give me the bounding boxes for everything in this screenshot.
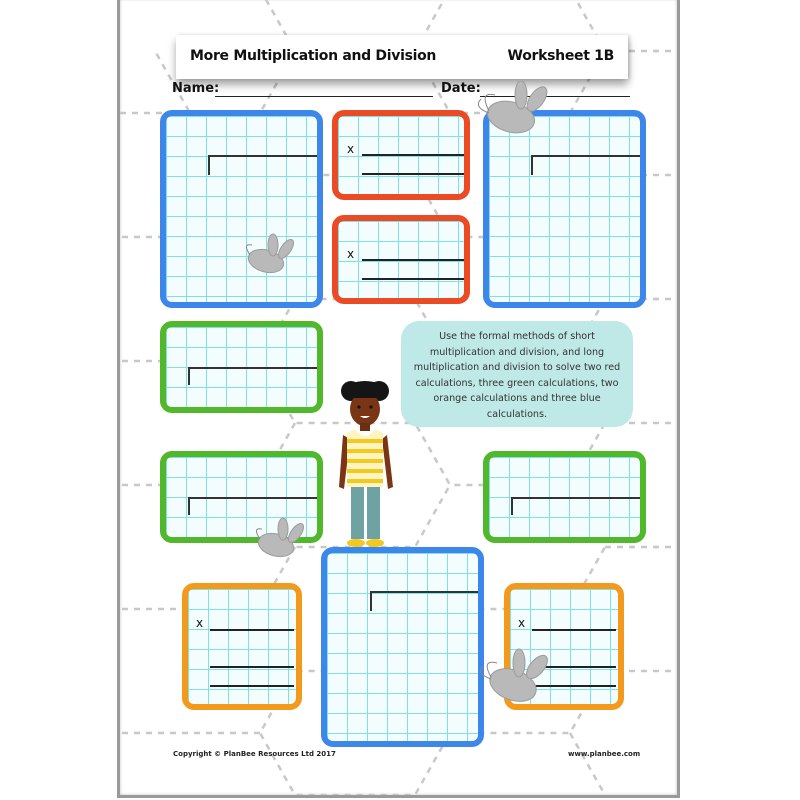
answer-line — [362, 173, 468, 175]
division-bracket-side — [188, 497, 190, 515]
answer-line — [362, 278, 468, 280]
multiply-sign: x — [518, 616, 526, 630]
division-bracket-top — [531, 155, 646, 157]
blue-calculation-box-1[interactable] — [160, 110, 323, 308]
date-label: Date: — [441, 81, 481, 96]
multiply-sign: x — [196, 616, 204, 630]
division-bracket-side — [511, 497, 513, 515]
worksheet-page — [117, 0, 680, 798]
division-bracket-side — [531, 155, 533, 175]
red-calculation-box-2[interactable] — [332, 215, 470, 304]
red-calculation-box-1[interactable] — [332, 110, 470, 200]
division-bracket-top — [511, 497, 646, 499]
name-field[interactable] — [215, 96, 433, 97]
worksheet-title: More Multiplication and Division — [190, 48, 437, 64]
instructions-text: Use the formal methods of short multiplication and division, and long multiplication and division to solve two red calculations, three green calculations, two orange calculations and three blue calculations. — [413, 331, 621, 420]
website-url: www.planbee.com — [568, 750, 641, 758]
division-bracket-top — [370, 591, 484, 593]
division-bracket-side — [208, 155, 210, 175]
green-calculation-box-2[interactable] — [160, 451, 323, 543]
answer-line — [362, 259, 468, 261]
name-label: Name: — [172, 81, 220, 96]
multiply-sign: x — [347, 247, 355, 261]
division-bracket-top — [188, 497, 323, 499]
division-bracket-top — [208, 155, 323, 157]
answer-line — [210, 685, 294, 687]
division-bracket-side — [188, 367, 190, 385]
division-bracket-top — [188, 367, 323, 369]
answer-line — [532, 629, 616, 631]
answer-line — [210, 666, 294, 668]
answer-line — [532, 666, 616, 668]
answer-line — [362, 154, 468, 156]
green-calculation-box-3[interactable] — [483, 451, 646, 543]
answer-line — [210, 629, 294, 631]
instructions-speech-bubble — [401, 321, 633, 427]
blue-calculation-box-3[interactable] — [321, 547, 484, 747]
blue-calculation-box-2[interactable] — [483, 110, 646, 308]
multiply-sign: x — [347, 142, 355, 156]
answer-line — [532, 685, 616, 687]
copyright-text: Copyright © PlanBee Resources Ltd 2017 — [173, 750, 336, 758]
title-banner — [176, 35, 628, 79]
orange-calculation-box-1[interactable] — [182, 583, 302, 710]
division-bracket-side — [370, 591, 372, 611]
girl-character-icon — [333, 377, 399, 549]
worksheet-id: Worksheet 1B — [507, 48, 614, 64]
date-field[interactable] — [480, 96, 630, 97]
orange-calculation-box-2[interactable] — [504, 583, 624, 710]
green-calculation-box-1[interactable] — [160, 321, 323, 413]
